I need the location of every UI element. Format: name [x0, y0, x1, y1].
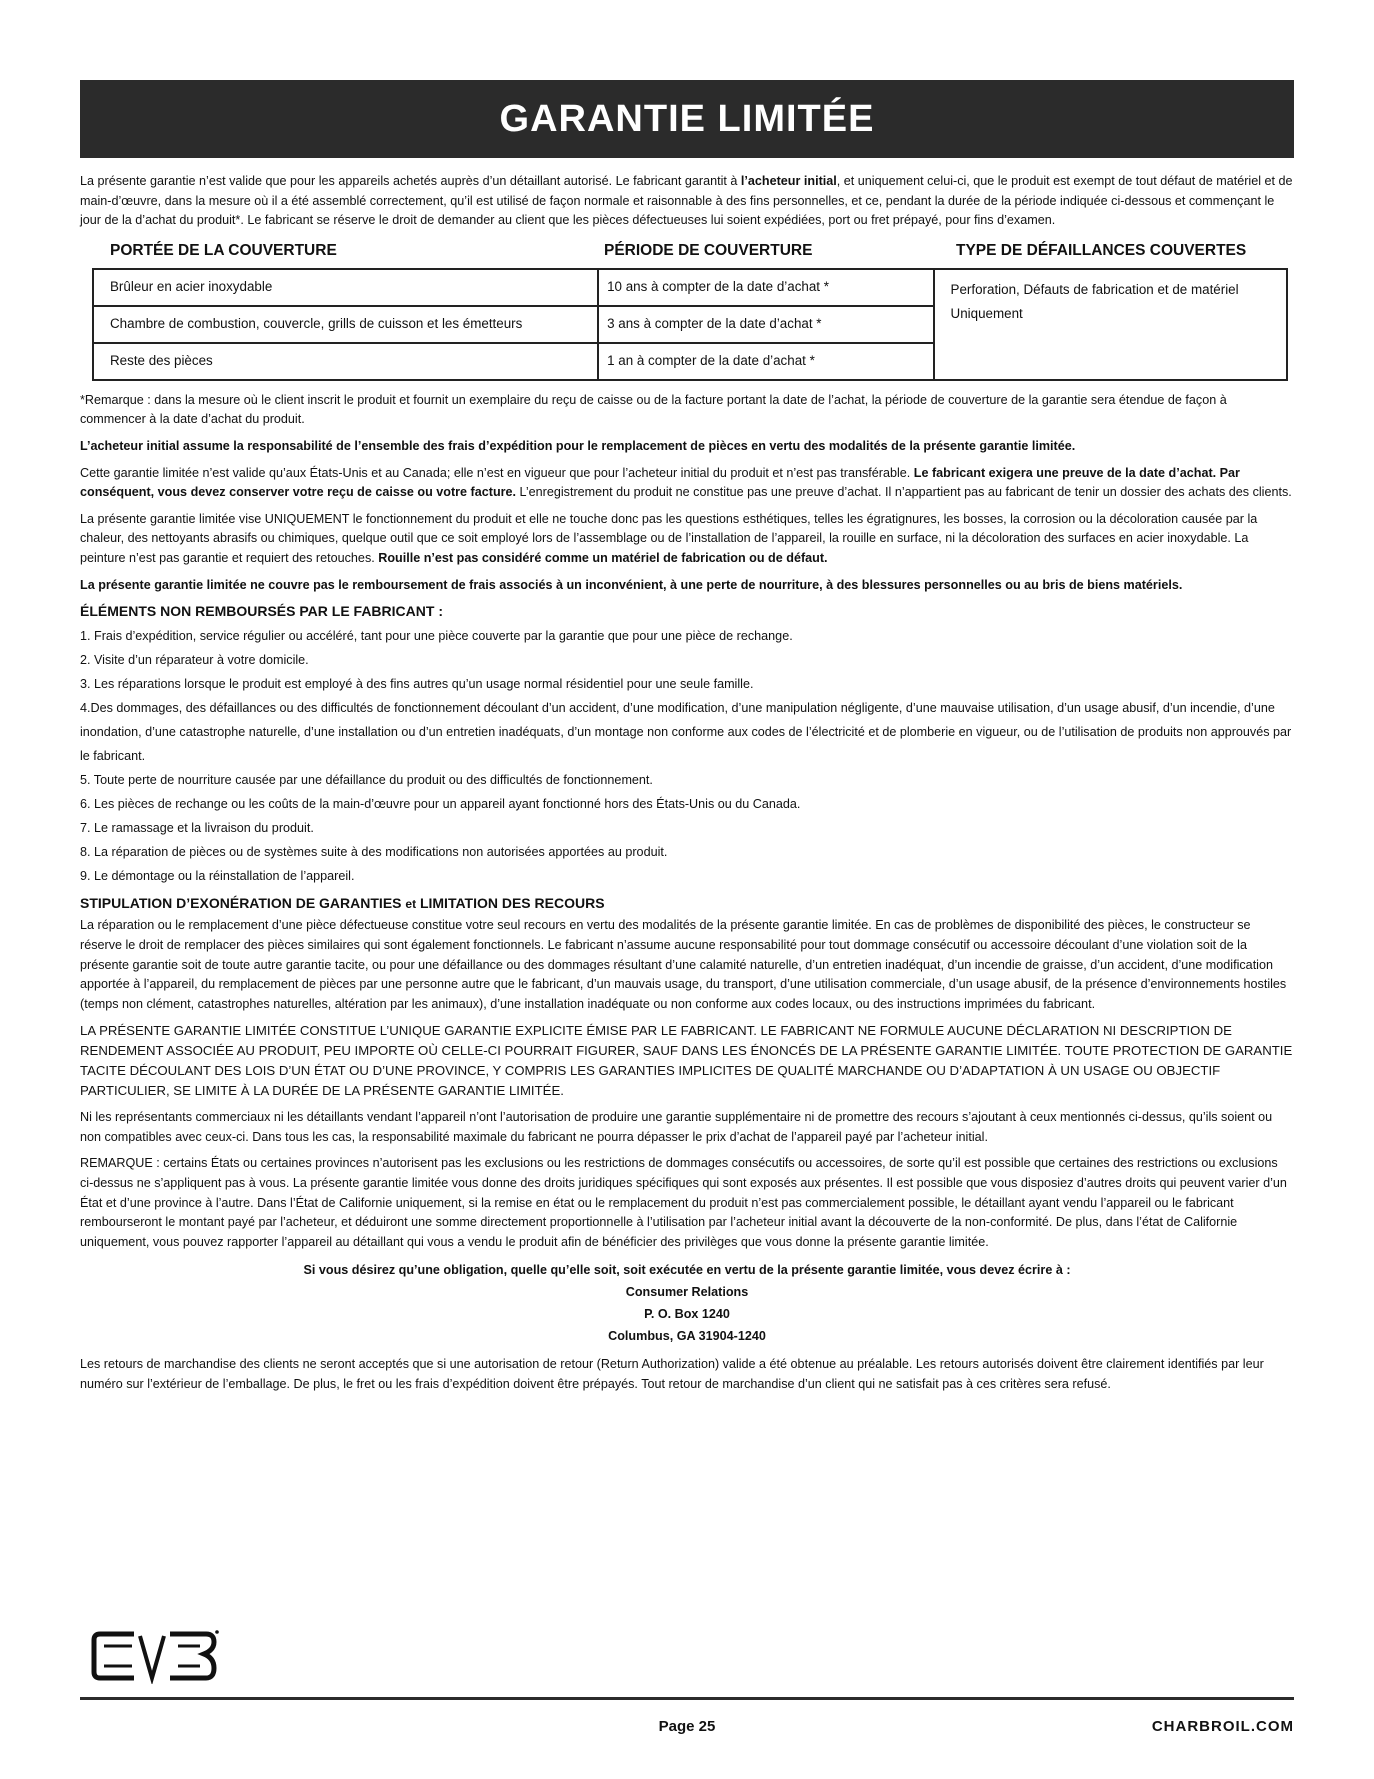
function-bold: Rouille n’est pas considéré comme un matériel de fabrication ou de défaut.	[378, 550, 828, 565]
coverage-header-period: PÉRIODE DE COUVERTURE	[604, 241, 813, 259]
stipulation-heading	[80, 894, 1294, 915]
list-item: 3. Les réparations lorsque le produit est employé à des fins autres qu’un usage normal résidentiel pour une seule famille.	[80, 676, 754, 691]
coverage-period-cell: 10 ans à compter de la date d’achat *	[598, 269, 933, 306]
intro-text-1: La présente garantie n’est valide que pour les appareils achetés auprès d’un détaillant autorisé. Le fabricant garantit à	[80, 174, 741, 188]
validity-text-1: Cette garantie limitée n’est valide qu’aux États-Unis et au Canada; elle n’est en vigueur que pour l’acheteur initial du produit et n’est pas transférable.	[80, 465, 914, 480]
contact-name: Consumer Relations	[625, 1285, 749, 1300]
list-item: 1. Frais d’expédition, service régulier ou accéléré, tant pour une pièce couverte par la garantie que pour une pièce de rechange.	[80, 628, 793, 643]
remarque-paragraph: REMARQUE : certains États ou certaines provinces n’autorisent pas les exclusions ou les restrictions de dommages consécutifs ou accessoires, de sorte qu’il est possible que certaines des restrictions ou exclusions ci-dessus ne s’appliquent pas à vous. La présente garantie limitée vous donne des droits juridiques spécifiques qui sont exposés aux présentes. Il est possible que vous disposiez d’autres droits qui peuvent varier d’un État et d’une province à l’autre. Dans l’État de Californie uniquement, si la remise en état ou le remplacement du produit n’est pas commercialement possible, le détaillant ayant vendu l’appareil ou le fabricant rembourseront le montant payé par l’acheteur, et déduiront une somme directement proportionnelle à l’utilisation par l’acheteur initial avant la découverte de la non-conformité. De plus, dans l’état de Californie uniquement, vous pouvez rapporter l’appareil au détaillant qui vous a vendu le produit afin de bénéficier des privilèges que vous donne la présente garantie limitée.	[80, 1156, 1287, 1249]
list-item: 6. Les pièces de rechange ou les coûts de la main-d’œuvre pour un appareil ayant fonctionné hors des États-Unis ou du Canada.	[80, 796, 801, 811]
coverage-period-cell: 3 ans à compter de la date d’achat *	[598, 306, 933, 343]
coverage-scope-cell: Chambre de combustion, couvercle, grills de cuisson et les émetteurs	[93, 306, 598, 343]
contact-block	[80, 1259, 1294, 1347]
validity-paragraph	[80, 464, 1294, 503]
stipulation-heading-c: LIMITATION DES RECOURS	[416, 894, 605, 911]
stipulation-heading-b: et	[405, 896, 417, 911]
coverage-scope-cell: Reste des pièces	[93, 343, 598, 380]
coverage-headers	[80, 238, 1294, 264]
list-item: 4.Des dommages, des défaillances ou des difficultés de fonctionnement découlant d’un accident, d’une modification, d’une manipulation négligente, d’une mauvaise utilisation, d’un usage abusif, d’un incendie, d’une inondation, d’une catastrophe naturelle, d’une installation ou d’un entretien inadéquats, d’un montage non conforme aux codes de l’électricité et de plomberie en vigueur, ou de l’utilisation de produits non approuvés par le fabricant.	[80, 700, 1292, 763]
page-number: Page 25	[658, 1718, 716, 1735]
remark-paragraph: *Remarque : dans la mesure où le client inscrit le produit et fournit un exemplaire du reçu de caisse ou de la facture portant la date de l’achat, la période de couverture de la garantie sera étendue de façon à commencer à la date d’achat du produit.	[80, 392, 1227, 427]
list-item: 5. Toute perte de nourriture causée par une défaillance du produit ou des difficultés de fonctionnement.	[80, 772, 653, 787]
function-text: La présente garantie limitée vise UNIQUEMENT le fonctionnement du produit et elle ne touche donc pas les questions esthétiques, telles les égratignures, les bosses, la corrosion ou la décoloration causée par la chaleur, des nettoyants abrasifs ou chimiques, quelque outil que ce soit employé lors de l’assemblage ou de l’installation de l’appareil, la rouille en surface, ni la décoloration des surfaces en acier inoxydable. La peinture n’est pas garantie et requiert des retouches.	[80, 511, 1258, 565]
list-item: 2. Visite d’un réparateur à votre domicile.	[80, 652, 309, 667]
validity-text-2: L’enregistrement du produit ne constitue pas une preuve d’achat. Il n’appartient pas au fabricant de tenir un dossier des achats des clients.	[516, 485, 1292, 500]
contact-intro: Si vous désirez qu’une obligation, quelle qu’elle soit, soit exécutée en vertu de la présente garantie limitée, vous devez écrire à :	[303, 1263, 1071, 1278]
validity-bold: Le fabricant exigera une preuve de la date d’achat. Par conséquent, vous devez conserver votre reçu de caisse ou votre facture.	[80, 465, 1240, 500]
page-title: GARANTIE LIMITÉE	[499, 97, 875, 140]
footer-rule	[80, 1697, 1294, 1700]
caps-paragraph: LA PRÉSENTE GARANTIE LIMITÉE CONSTITUE L’UNIQUE GARANTIE EXPLICITE ÉMISE PAR LE FABRICANT. LE FABRICANT NE FORMULE AUCUNE DÉCLARATION NI DESCRIPTION DE RENDEMENT ASSOCIÉE AU PRODUIT, PEU IMPORTE OÙ CELLE-CI POURRAIT FIGURER, SAUF DANS LES ÉNONCÉS DE LA PRÉSENTE GARANTIE LIMITÉE. TOUTE PROTECTION DE GARANTIE TACITE DÉCOULANT DES LOIS D’UN ÉTAT OU D’UNE PROVINCE, Y COMPRIS LES GARANTIES IMPLICITES DE QUALITÉ MARCHANDE OU D’ADAPTATION À UN USAGE OU OBJECTIF PARTICULIER, SE LIMITE À LA DURÉE DE LA PRÉSENTE GARANTIE LIMITÉE.	[80, 1023, 1293, 1099]
shipping-paragraph: L’acheteur initial assume la responsabilité de l’ensemble des frais d’expédition pour le remplacement de pièces en vertu des modalités de la présente garantie limitée.	[80, 438, 1076, 453]
contact-box: P. O. Box 1240	[644, 1307, 730, 1322]
reps-paragraph: Ni les représentants commerciaux ni les détaillants vendant l’appareil n’ont l’autorisation de produire une garantie supplémentaire ni de promettre des recours s’ajoutant à ceux mentionnés ci-dessus, qu’ils soient ou non compatibles avec ceux-ci. Dans tous les cas, la responsabilité maximale du fabricant ne pourra dépasser le prix d’achat de l’appareil payé par l’acheteur initial.	[80, 1110, 1273, 1144]
char-broil-cb-logo-icon	[90, 1628, 220, 1684]
coverage-header-scope: PORTÉE DE LA COUVERTURE	[110, 241, 337, 259]
coverage-header-type: TYPE DE DÉFAILLANCES COUVERTES	[956, 241, 1247, 259]
no-refund-paragraph: La présente garantie limitée ne couvre pas le remboursement de frais associés à un inconvénient, à une perte de nourriture, à des blessures personnelles ou au bris de biens matériels.	[80, 577, 1183, 592]
warranty-content	[80, 172, 1294, 1402]
non-refund-heading: ÉLÉMENTS NON REMBOURSÉS PAR LE FABRICANT :	[80, 603, 443, 620]
coverage-scope-cell: Brûleur en acier inoxydable	[93, 269, 598, 306]
intro-bold: l’acheteur initial	[740, 174, 837, 188]
coverage-period-cell: 1 an à compter de la date d’achat *	[598, 343, 933, 380]
coverage-type-cell: Perforation, Défauts de fabrication et de matériel Uniquement	[934, 269, 1287, 380]
coverage-table	[92, 268, 1288, 381]
list-item: 7. Le ramassage et la livraison du produit.	[80, 820, 314, 835]
stipulation-heading-a: STIPULATION D’EXONÉRATION DE GARANTIES	[80, 894, 406, 911]
stipulation-paragraph: La réparation ou le remplacement d’une pièce défectueuse constitue votre seul recours en vertu des modalités de la présente garantie limitée. En cas de problèmes de disponibilité des pièces, le constructeur se réserve le droit de remplacer des pièces similaires qui sont également fonctionnels. Le fabricant n’assume aucune responsabilité pour tout dommage consécutif ou accessoire découlant d’une violation soit de la présente garantie soit de toute autre garantie tacite, ou pour une défaillance ou des dommages résultant d’une calamité naturelle, d’un entretien inadéquat, d’un incendie de graisse, d’un accident, d’une modification apportée à l’appareil, du remplacement de pièces par une personne autre que le fabricant, d’un mauvais usage, du transport, d’une utilisation commerciale, d’un usage abusif, de la présence d’environnements hostiles (temps non clément, catastrophes naturelles, altération par les animaux), d’une installation inadéquate ou non conforme aux codes locaux, ou des instructions imprimées du fabricant.	[80, 918, 1287, 1011]
website-link[interactable]: CHARBROIL.COM	[1151, 1718, 1294, 1735]
list-item: 9. Le démontage ou la réinstallation de l’appareil.	[80, 868, 355, 883]
intro-paragraph	[80, 172, 1294, 231]
function-paragraph	[80, 510, 1294, 569]
non-refund-list	[80, 624, 1294, 888]
returns-paragraph: Les retours de marchandise des clients ne seront acceptés que si une autorisation de retour (Return Authorization) valide a été obtenue au préalable. Les retours autorisés doivent être clairement identifiés par leur numéro sur l’extérieur de l’emballage. De plus, le fret ou les frais d’expédition doivent être prépayés. Tout retour de marchandise d’un client qui ne satisfait pas à ces critères sera refusé.	[80, 1357, 1264, 1392]
contact-city: Columbus, GA 31904-1240	[608, 1329, 766, 1344]
intro-text-2: , et uniquement celui-ci, que le produit est exempt de tout défaut de matériel et de main-d’œuvre, dans la mesure où il a été assemblé correctement, qu’il est utilisé de façon normale et raisonnable à des fins personnelles, et ce, pendant la durée de la période indiquée ci-dessous et commençant le jour de la d’achat du produit*. Le fabricant se réserve le droit de demander au client que les pièces défectueuses lui soient expédiées, port ou fret prépayé, pour fins d’examen.	[80, 174, 1293, 228]
list-item: 8. La réparation de pièces ou de systèmes suite à des modifications non autorisées apportées au produit.	[80, 844, 668, 859]
title-banner	[80, 80, 1294, 158]
table-row	[93, 269, 1287, 306]
